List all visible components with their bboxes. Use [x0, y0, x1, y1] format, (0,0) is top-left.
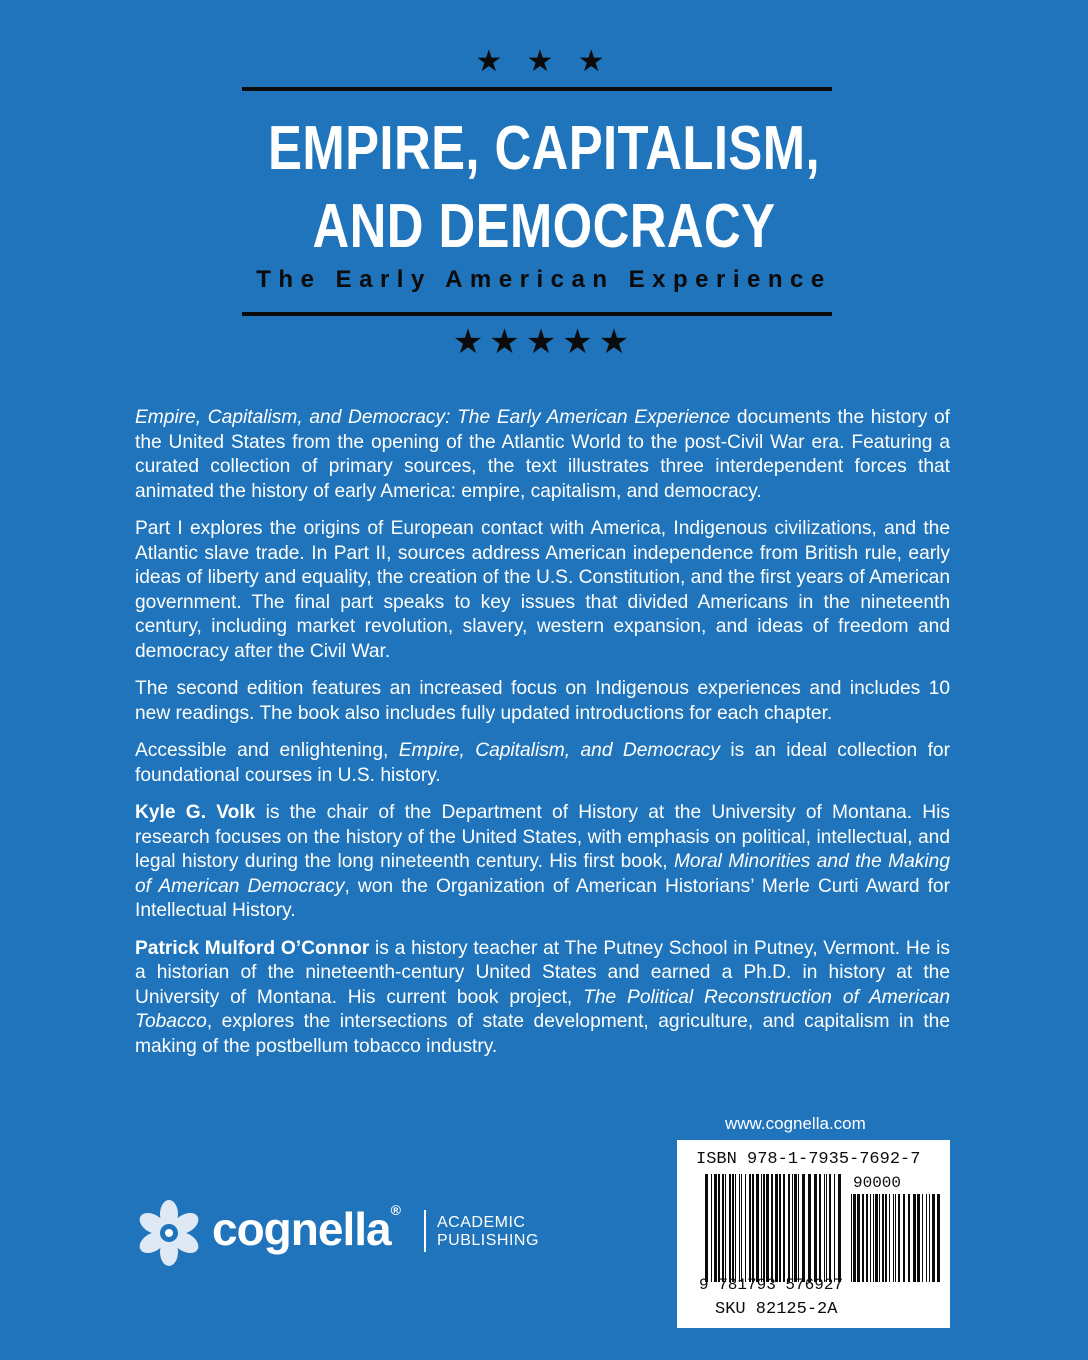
description-paragraph-1: [135, 406, 950, 504]
barcode-bar: [714, 1174, 717, 1282]
barcode-bar: [798, 1174, 799, 1282]
barcode-bar: [917, 1194, 920, 1282]
barcode-bar: [763, 1174, 765, 1282]
barcode-bar: [745, 1174, 746, 1282]
barcode-bar: [766, 1174, 769, 1282]
barcode-bar: [929, 1194, 930, 1282]
logo-divider: [424, 1210, 426, 1252]
barcode-bar: [829, 1174, 831, 1282]
barcode-bar: [729, 1174, 731, 1282]
barcode-bar: [913, 1194, 916, 1282]
book-title-italic: Empire, Capitalism, and Democracy: The Early American Experience: [135, 407, 731, 428]
barcode-bar: [853, 1194, 856, 1282]
addon-barcode: [851, 1194, 941, 1282]
author-book-title: Moral Minorities and the Making of American Democracy: [135, 851, 950, 897]
bio-text: is a history teacher at The Putney School in Putney, Vermont. He is a historian of the nineteenth-century United States and earned a Ph.D. in history at the University of Montana. His current book project,: [135, 937, 950, 1008]
barcode-bar: [718, 1174, 720, 1282]
barcode-bar: [756, 1174, 759, 1282]
description-paragraph-2: Part I explores the origins of European contact with America, Indigenous civilizations, and the Atlantic slave trade. In Part II, sources address American independence from British rule, early ideas of liberty and equality, the creation of the U.S. Constitution, and the first years of American government. The final part speaks to key issues that divided Americans in the nineteenth century, including market revolution, slavery, western expansion, and ideas of freedom and democracy after the Civil War.: [135, 518, 950, 662]
barcode-bar: [826, 1174, 827, 1282]
author-bio-volk: [135, 801, 950, 924]
barcode-bar: [739, 1174, 740, 1282]
barcode-bar: [808, 1174, 811, 1282]
barcode-bar: [735, 1174, 736, 1282]
barcode-bar: [879, 1194, 880, 1282]
title-line-1: EMPIRE, CAPITALISM,: [268, 114, 820, 183]
author-name: Patrick Mulford O’Connor: [135, 937, 370, 959]
barcode-bar: [783, 1174, 785, 1282]
barcode-bar: [788, 1174, 790, 1282]
barcode-bar: [895, 1194, 896, 1282]
barcode-label: [677, 1140, 950, 1328]
barcode-bar: [862, 1194, 864, 1282]
description-paragraph-3: The second edition features an increased focus on Indigenous experiences and includes 10 new readings. The book also includes fully updated introductions for each chapter.: [135, 678, 950, 724]
bio-text: , won the Organization of American Historians’ Merle Curti Award for Intellectual History.: [135, 875, 950, 921]
barcode-bar: [705, 1174, 708, 1282]
back-cover-description: [135, 406, 950, 1072]
price-code-text: 90000: [853, 1174, 902, 1192]
logo-tagline: [437, 1214, 539, 1250]
barcode-bar: [926, 1194, 927, 1282]
barcode-bar: [725, 1174, 726, 1282]
barcode-bar: [882, 1194, 884, 1282]
barcode-bar: [857, 1194, 860, 1282]
barcode-bar: [937, 1194, 940, 1282]
tagline-line-2: PUBLISHING: [437, 1232, 539, 1249]
barcode-bar: [834, 1174, 835, 1282]
barcode-bar: [870, 1194, 871, 1282]
top-stars-ornament: ★ ★ ★: [475, 45, 613, 78]
barcode-bar: [732, 1174, 734, 1282]
bio-text: , explores the intersections of state development, agriculture, and capitalism in the making of the postbellum tobacco industry.: [135, 1011, 950, 1057]
trademark-symbol: ®: [390, 1202, 400, 1218]
barcode-bar: [875, 1194, 878, 1282]
book-title: [98, 110, 990, 266]
barcode-bar: [866, 1194, 868, 1282]
author-bio-oconnor: [135, 937, 950, 1060]
cognella-wordmark: [212, 1202, 400, 1256]
barcode-bar: [771, 1174, 773, 1282]
publisher-url: www.cognella.com: [725, 1114, 866, 1133]
wordmark-text: cognella: [212, 1203, 391, 1255]
barcode-bar: [893, 1194, 894, 1282]
barcode-bar: [838, 1174, 841, 1282]
barcode-bar: [908, 1194, 910, 1282]
barcode-bar: [722, 1174, 724, 1282]
paragraph-text: Accessible and enlightening,: [135, 740, 399, 761]
barcode-bar: [903, 1194, 905, 1282]
author-name: Kyle G. Volk: [135, 802, 256, 823]
description-paragraph-4: [135, 739, 950, 788]
barcode-bar: [775, 1174, 778, 1282]
barcode-bar: [761, 1174, 762, 1282]
barcode-bar: [792, 1174, 793, 1282]
bio-text: is the chair of the Department of History at the University of Montana. His research focuses on the history of the United States, with emphasis on political, intellectual, and legal history during the long nineteenth century. His first book,: [135, 802, 950, 872]
barcode-bar: [779, 1174, 781, 1282]
barcode-bar: [922, 1194, 923, 1282]
barcode-bar: [802, 1174, 805, 1282]
cognella-flower-icon: [134, 1198, 204, 1268]
sku-text: SKU 82125-2A: [715, 1300, 838, 1319]
barcode-bar: [794, 1174, 797, 1282]
barcode-bar: [749, 1174, 751, 1282]
barcode-bar: [873, 1194, 874, 1282]
barcode-bar: [814, 1174, 817, 1282]
paragraph-text: documents the history of the United States from the opening of the Atlantic World to the post-Civil War era. Featuring a curated collection of primary sources, the text illustrates three interdependent forces that animated the history of early America: empire, capitalism, and democracy.: [135, 407, 950, 502]
title-line-2: AND DEMOCRACY: [312, 192, 776, 261]
barcode-bar: [819, 1174, 821, 1282]
book-title-italic: Empire, Capitalism, and Democracy: [398, 740, 720, 761]
publisher-logo: [134, 1198, 554, 1268]
ean-digits-text: 9 781793 576927: [699, 1276, 844, 1294]
barcode-bar: [898, 1194, 900, 1282]
barcode-bar: [741, 1174, 742, 1282]
book-subtitle: The Early American Experience: [256, 266, 832, 293]
tagline-line-1: ACADEMIC: [437, 1214, 526, 1231]
bottom-stars-ornament: ★★★★★: [452, 323, 636, 361]
bottom-rule: [242, 312, 832, 316]
author-book-title: The Political Reconstruction of American Tobacco: [135, 986, 950, 1032]
barcode-bar: [711, 1174, 712, 1282]
barcode-bar: [824, 1174, 825, 1282]
isbn-text: ISBN 978-1-7935-7692-7: [696, 1150, 921, 1169]
paragraph-text: is an ideal collection for foundational courses in U.S. history.: [135, 740, 950, 786]
barcode-bar: [932, 1194, 935, 1282]
top-rule: [242, 87, 832, 91]
barcode-bar: [885, 1194, 887, 1282]
ean-barcode: [705, 1174, 842, 1282]
barcode-bar: [889, 1194, 890, 1282]
barcode-bar: [752, 1174, 754, 1282]
barcode-bar: [851, 1194, 852, 1282]
